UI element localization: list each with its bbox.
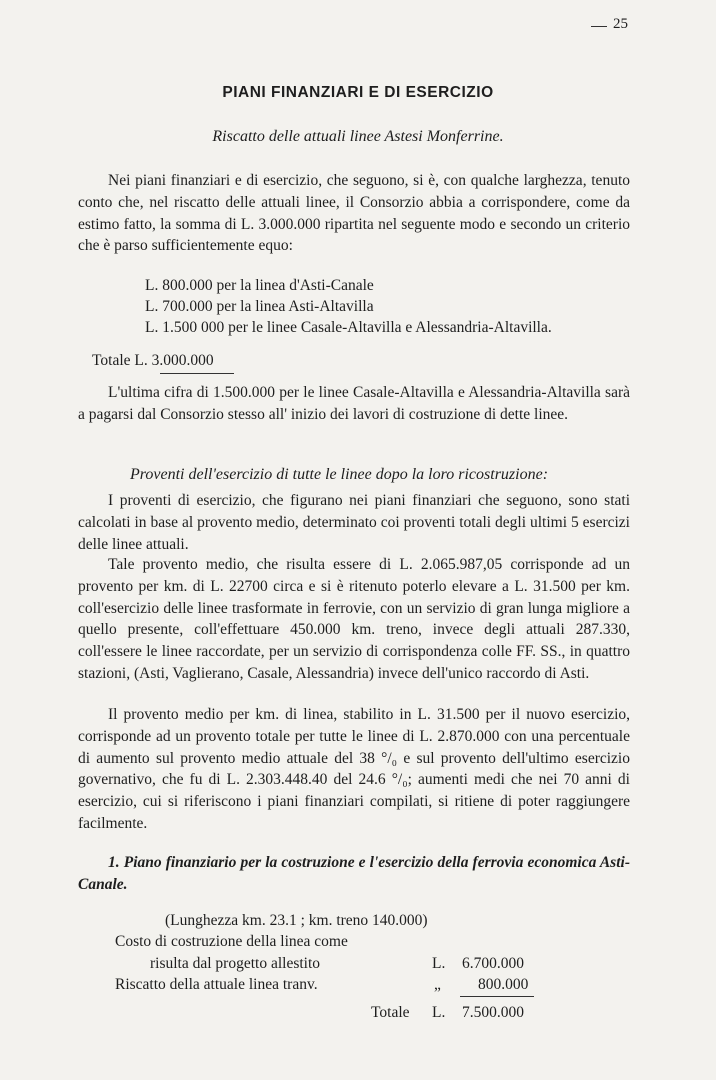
paragraph-proventi-3: Il provento medio per km. di linea, stabilito in L. 31.500 per il nuovo esercizio, corrisponde ad un provento totale per tutte le linee di L. 2.870.000 con una percentuale di aumento sul provento medio attuale del 38 °/₀ e sul provento dell'ultimo esercizio governativo, che fu di L. 2.303.448.40 del 24.6 °/₀; aumenti medi che nei 70 anni di esercizio, cui si riferiscono i piani finanziari compilati, si ritiene di poter raggiungere facilmente. xyxy=(78,706,630,832)
line-specs: (Lunghezza km. 23.1 ; km. treno 140.000) xyxy=(165,912,428,929)
total-value: 7.500.000 xyxy=(462,1004,524,1021)
page-number: 25 xyxy=(613,16,628,32)
total-label: Totale xyxy=(371,1004,410,1021)
row-label: Costo di costruzione della linea come xyxy=(115,933,348,950)
list-item: L. 1.500 000 per le linee Casale-Altavilla e Alessandria-Altavilla. xyxy=(145,319,552,336)
total-riscatto: Totale L. 3.000.000 xyxy=(92,352,214,369)
row-currency: „ xyxy=(434,976,441,993)
list-item: L. 700.000 per la linea Asti-Altavilla xyxy=(145,298,374,315)
row-value: 6.700.000 xyxy=(462,955,524,972)
page-title: PIANI FINANZIARI E DI ESERCIZIO xyxy=(222,84,494,101)
paragraph-closing: L'ultima cifra di 1.500.000 per le linee Casale-Altavilla e Alessandria-Altavilla sarà a pagarsi dal Consorzio stesso all' inizio dei lavori di costruzione di dette linee. xyxy=(78,384,630,423)
section-heading-riscatto: Riscatto delle attuali linee Astesi Monferrine. xyxy=(212,128,504,145)
paragraph-proventi-2: Tale provento medio, che risulta essere di L. 2.065.987,05 corrisponde ad un provento per km. di L. 22700 circa e si è ritenuto poterlo elevare a L. 31.500 per km. coll'esercizio delle linee trasformate in ferrovie, con un servizio di gran lunga migliore a quello presente, coll'effettuare 450.000 km. treno, invece degli attuali 287.330, coll'essere le linee raccordate, per un servizio di corrispondenza colle FF. SS., in quattro stazioni, (Asti, Vaglierano, Casale, Alessandria) invece dell'unico raccordo di Asti. xyxy=(78,556,630,682)
row-value: 800.000 xyxy=(478,976,529,993)
total-currency: L. xyxy=(432,1004,446,1021)
row-label: risulta dal progetto allestito xyxy=(150,955,321,972)
list-item: L. 800.000 per la linea d'Asti-Canale xyxy=(145,277,374,294)
section-heading-piano-1: 1. Piano finanziario per la costruzione e l'esercizio della ferrovia economica Asti-Canale. xyxy=(78,854,630,893)
divider xyxy=(160,373,234,374)
paragraph-riscatto: Nei piani finanziari e di esercizio, che seguono, si è, con qualche larghezza, tenuto conto che, nel riscatto delle attuali linee, il Consorzio abbia a corrispondere, come da estimo fatto, la somma di L. 3.000.000 ripartita nel seguente modo e secondo un criterio che è parso sufficientemente equo: xyxy=(78,172,630,255)
divider xyxy=(460,996,534,997)
row-label: Riscatto della attuale linea tranv. xyxy=(115,976,318,993)
row-currency: L. xyxy=(432,955,446,972)
section-heading-proventi: Proventi dell'esercizio di tutte le linee dopo la loro ricostruzione: xyxy=(130,466,549,483)
paragraph-proventi-1: I proventi di esercizio, che figurano nei piani finanziari che seguono, sono stati calcolati in base al provento medio, determinato coi proventi totali degli ultimi 5 esercizi delle linee attuali. xyxy=(78,492,630,553)
